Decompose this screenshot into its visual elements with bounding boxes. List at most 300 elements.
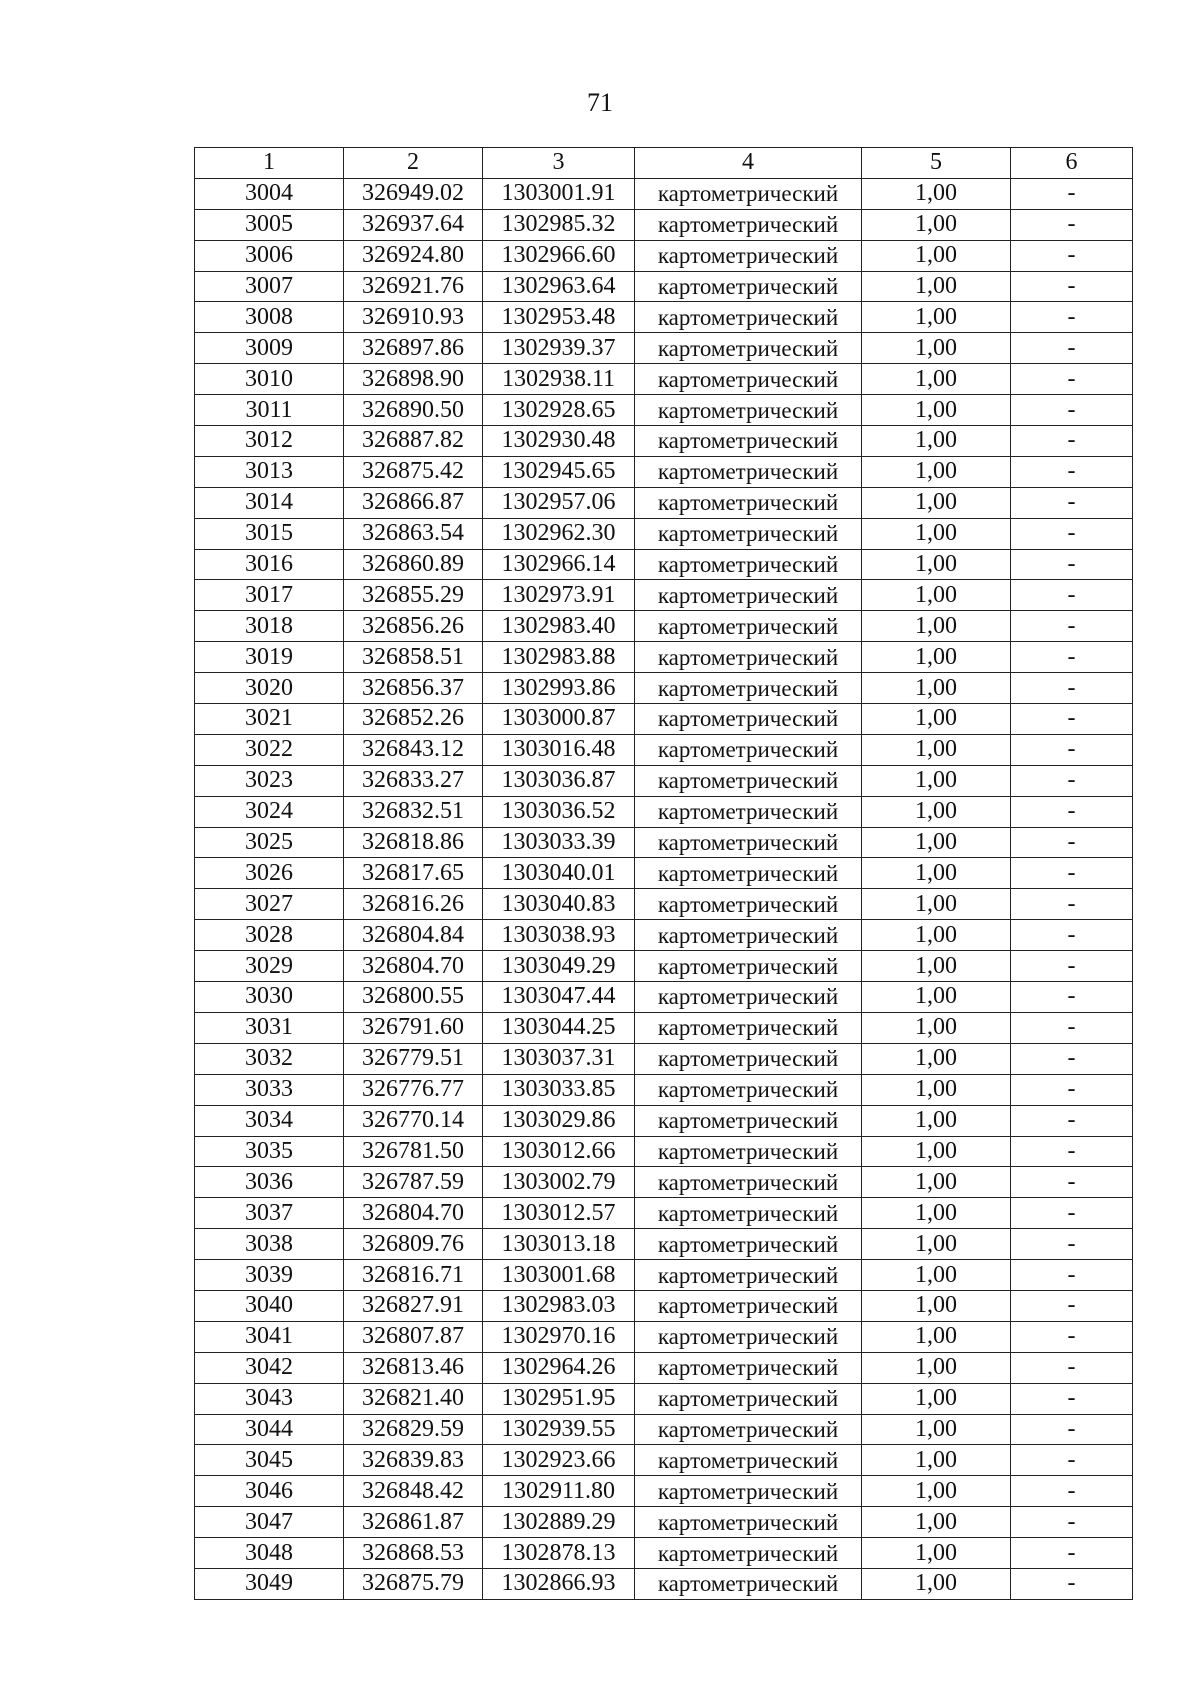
table-row bbox=[195, 333, 1133, 364]
x-coordinate-cell: 326821.40 bbox=[344, 1383, 483, 1414]
method-cell: картометрический bbox=[635, 1321, 862, 1352]
point-number-cell: 3035 bbox=[195, 1136, 344, 1167]
column-header-description: 6 bbox=[1011, 148, 1133, 179]
x-coordinate-cell: 326829.59 bbox=[344, 1414, 483, 1445]
description-cell: - bbox=[1011, 549, 1133, 580]
method-cell: картометрический bbox=[635, 1074, 862, 1105]
method-cell: картометрический bbox=[635, 1290, 862, 1321]
accuracy-cell: 1,00 bbox=[862, 827, 1011, 858]
table-row bbox=[195, 456, 1133, 487]
method-cell: картометрический bbox=[635, 827, 862, 858]
method-cell: картометрический bbox=[635, 209, 862, 240]
method-cell: картометрический bbox=[635, 395, 862, 426]
point-number-cell: 3041 bbox=[195, 1321, 344, 1352]
method-cell: картометрический bbox=[635, 673, 862, 704]
y-coordinate-cell: 1302983.40 bbox=[483, 611, 635, 642]
method-cell: картометрический bbox=[635, 951, 862, 982]
point-number-cell: 3011 bbox=[195, 395, 344, 426]
table-row bbox=[195, 549, 1133, 580]
accuracy-cell: 1,00 bbox=[862, 456, 1011, 487]
accuracy-cell: 1,00 bbox=[862, 549, 1011, 580]
method-cell: картометрический bbox=[635, 796, 862, 827]
accuracy-cell: 1,00 bbox=[862, 889, 1011, 920]
method-cell: картометрический bbox=[635, 734, 862, 765]
x-coordinate-cell: 326800.55 bbox=[344, 982, 483, 1013]
point-number-cell: 3009 bbox=[195, 333, 344, 364]
description-cell: - bbox=[1011, 889, 1133, 920]
x-coordinate-cell: 326813.46 bbox=[344, 1352, 483, 1383]
table-row bbox=[195, 1290, 1133, 1321]
method-cell: картометрический bbox=[635, 271, 862, 302]
point-number-cell: 3005 bbox=[195, 209, 344, 240]
description-cell: - bbox=[1011, 240, 1133, 271]
x-coordinate-cell: 326807.87 bbox=[344, 1321, 483, 1352]
table-row bbox=[195, 178, 1133, 209]
y-coordinate-cell: 1302973.91 bbox=[483, 580, 635, 611]
coordinates-table bbox=[194, 147, 1133, 1600]
y-coordinate-cell: 1303044.25 bbox=[483, 1012, 635, 1043]
x-coordinate-cell: 326832.51 bbox=[344, 796, 483, 827]
description-cell: - bbox=[1011, 1414, 1133, 1445]
y-coordinate-cell: 1303029.86 bbox=[483, 1105, 635, 1136]
x-coordinate-cell: 326856.37 bbox=[344, 673, 483, 704]
method-cell: картометрический bbox=[635, 1260, 862, 1291]
y-coordinate-cell: 1303036.52 bbox=[483, 796, 635, 827]
point-number-cell: 3029 bbox=[195, 951, 344, 982]
description-cell: - bbox=[1011, 1445, 1133, 1476]
x-coordinate-cell: 326818.86 bbox=[344, 827, 483, 858]
y-coordinate-cell: 1302930.48 bbox=[483, 426, 635, 457]
x-coordinate-cell: 326816.71 bbox=[344, 1260, 483, 1291]
y-coordinate-cell: 1302928.65 bbox=[483, 395, 635, 426]
point-number-cell: 3030 bbox=[195, 982, 344, 1013]
accuracy-cell: 1,00 bbox=[862, 1198, 1011, 1229]
x-coordinate-cell: 326924.80 bbox=[344, 240, 483, 271]
point-number-cell: 3023 bbox=[195, 765, 344, 796]
accuracy-cell: 1,00 bbox=[862, 209, 1011, 240]
point-number-cell: 3038 bbox=[195, 1229, 344, 1260]
description-cell: - bbox=[1011, 1136, 1133, 1167]
y-coordinate-cell: 1302911.80 bbox=[483, 1476, 635, 1507]
accuracy-cell: 1,00 bbox=[862, 920, 1011, 951]
accuracy-cell: 1,00 bbox=[862, 1260, 1011, 1291]
x-coordinate-cell: 326787.59 bbox=[344, 1167, 483, 1198]
accuracy-cell: 1,00 bbox=[862, 1043, 1011, 1074]
table-row bbox=[195, 1383, 1133, 1414]
table-row bbox=[195, 364, 1133, 395]
point-number-cell: 3042 bbox=[195, 1352, 344, 1383]
accuracy-cell: 1,00 bbox=[862, 1105, 1011, 1136]
x-coordinate-cell: 326770.14 bbox=[344, 1105, 483, 1136]
accuracy-cell: 1,00 bbox=[862, 1383, 1011, 1414]
accuracy-cell: 1,00 bbox=[862, 611, 1011, 642]
table-header-row bbox=[195, 148, 1133, 179]
point-number-cell: 3045 bbox=[195, 1445, 344, 1476]
table-row bbox=[195, 1043, 1133, 1074]
accuracy-cell: 1,00 bbox=[862, 487, 1011, 518]
table-row bbox=[195, 1229, 1133, 1260]
method-cell: картометрический bbox=[635, 426, 862, 457]
x-coordinate-cell: 326827.91 bbox=[344, 1290, 483, 1321]
description-cell: - bbox=[1011, 951, 1133, 982]
y-coordinate-cell: 1302966.60 bbox=[483, 240, 635, 271]
table-row bbox=[195, 827, 1133, 858]
y-coordinate-cell: 1303012.57 bbox=[483, 1198, 635, 1229]
description-cell: - bbox=[1011, 426, 1133, 457]
column-header-y-coordinate: 3 bbox=[483, 148, 635, 179]
description-cell: - bbox=[1011, 673, 1133, 704]
accuracy-cell: 1,00 bbox=[862, 704, 1011, 735]
y-coordinate-cell: 1303001.91 bbox=[483, 178, 635, 209]
method-cell: картометрический bbox=[635, 240, 862, 271]
description-cell: - bbox=[1011, 704, 1133, 735]
description-cell: - bbox=[1011, 487, 1133, 518]
accuracy-cell: 1,00 bbox=[862, 1167, 1011, 1198]
y-coordinate-cell: 1303040.83 bbox=[483, 889, 635, 920]
accuracy-cell: 1,00 bbox=[862, 796, 1011, 827]
x-coordinate-cell: 326921.76 bbox=[344, 271, 483, 302]
accuracy-cell: 1,00 bbox=[862, 426, 1011, 457]
accuracy-cell: 1,00 bbox=[862, 1476, 1011, 1507]
method-cell: картометрический bbox=[635, 333, 862, 364]
table-row bbox=[195, 951, 1133, 982]
y-coordinate-cell: 1302964.26 bbox=[483, 1352, 635, 1383]
description-cell: - bbox=[1011, 858, 1133, 889]
point-number-cell: 3012 bbox=[195, 426, 344, 457]
table-row bbox=[195, 209, 1133, 240]
description-cell: - bbox=[1011, 1383, 1133, 1414]
description-cell: - bbox=[1011, 1538, 1133, 1569]
point-number-cell: 3027 bbox=[195, 889, 344, 920]
table-row bbox=[195, 1136, 1133, 1167]
accuracy-cell: 1,00 bbox=[862, 1136, 1011, 1167]
table-row bbox=[195, 858, 1133, 889]
description-cell: - bbox=[1011, 1321, 1133, 1352]
table-row bbox=[195, 642, 1133, 673]
description-cell: - bbox=[1011, 1167, 1133, 1198]
point-number-cell: 3034 bbox=[195, 1105, 344, 1136]
point-number-cell: 3007 bbox=[195, 271, 344, 302]
x-coordinate-cell: 326779.51 bbox=[344, 1043, 483, 1074]
method-cell: картометрический bbox=[635, 456, 862, 487]
method-cell: картометрический bbox=[635, 580, 862, 611]
method-cell: картометрический bbox=[635, 611, 862, 642]
point-number-cell: 3014 bbox=[195, 487, 344, 518]
method-cell: картометрический bbox=[635, 982, 862, 1013]
point-number-cell: 3046 bbox=[195, 1476, 344, 1507]
point-number-cell: 3039 bbox=[195, 1260, 344, 1291]
accuracy-cell: 1,00 bbox=[862, 1012, 1011, 1043]
column-header-accuracy: 5 bbox=[862, 148, 1011, 179]
point-number-cell: 3028 bbox=[195, 920, 344, 951]
y-coordinate-cell: 1302953.48 bbox=[483, 302, 635, 333]
description-cell: - bbox=[1011, 333, 1133, 364]
table-row bbox=[195, 271, 1133, 302]
accuracy-cell: 1,00 bbox=[862, 271, 1011, 302]
point-number-cell: 3036 bbox=[195, 1167, 344, 1198]
y-coordinate-cell: 1303037.31 bbox=[483, 1043, 635, 1074]
method-cell: картометрический bbox=[635, 920, 862, 951]
point-number-cell: 3006 bbox=[195, 240, 344, 271]
y-coordinate-cell: 1302866.93 bbox=[483, 1568, 635, 1599]
table-row bbox=[195, 1260, 1133, 1291]
accuracy-cell: 1,00 bbox=[862, 1229, 1011, 1260]
method-cell: картометрический bbox=[635, 642, 862, 673]
table-row bbox=[195, 395, 1133, 426]
table-row bbox=[195, 518, 1133, 549]
method-cell: картометрический bbox=[635, 1198, 862, 1229]
column-header-x-coordinate: 2 bbox=[344, 148, 483, 179]
y-coordinate-cell: 1302993.86 bbox=[483, 673, 635, 704]
point-number-cell: 3019 bbox=[195, 642, 344, 673]
x-coordinate-cell: 326817.65 bbox=[344, 858, 483, 889]
y-coordinate-cell: 1303049.29 bbox=[483, 951, 635, 982]
method-cell: картометрический bbox=[635, 1105, 862, 1136]
accuracy-cell: 1,00 bbox=[862, 1414, 1011, 1445]
y-coordinate-cell: 1303012.66 bbox=[483, 1136, 635, 1167]
y-coordinate-cell: 1302957.06 bbox=[483, 487, 635, 518]
point-number-cell: 3013 bbox=[195, 456, 344, 487]
point-number-cell: 3033 bbox=[195, 1074, 344, 1105]
accuracy-cell: 1,00 bbox=[862, 1568, 1011, 1599]
x-coordinate-cell: 326890.50 bbox=[344, 395, 483, 426]
method-cell: картометрический bbox=[635, 1167, 862, 1198]
table-row bbox=[195, 920, 1133, 951]
method-cell: картометрический bbox=[635, 1476, 862, 1507]
point-number-cell: 3017 bbox=[195, 580, 344, 611]
method-cell: картометрический bbox=[635, 1229, 862, 1260]
accuracy-cell: 1,00 bbox=[862, 240, 1011, 271]
x-coordinate-cell: 326937.64 bbox=[344, 209, 483, 240]
description-cell: - bbox=[1011, 1105, 1133, 1136]
accuracy-cell: 1,00 bbox=[862, 1321, 1011, 1352]
description-cell: - bbox=[1011, 580, 1133, 611]
point-number-cell: 3025 bbox=[195, 827, 344, 858]
description-cell: - bbox=[1011, 1352, 1133, 1383]
table-row bbox=[195, 611, 1133, 642]
x-coordinate-cell: 326910.93 bbox=[344, 302, 483, 333]
description-cell: - bbox=[1011, 1290, 1133, 1321]
table-row bbox=[195, 982, 1133, 1013]
y-coordinate-cell: 1302985.32 bbox=[483, 209, 635, 240]
x-coordinate-cell: 326804.70 bbox=[344, 951, 483, 982]
y-coordinate-cell: 1303002.79 bbox=[483, 1167, 635, 1198]
method-cell: картометрический bbox=[635, 1414, 862, 1445]
x-coordinate-cell: 326897.86 bbox=[344, 333, 483, 364]
method-cell: картометрический bbox=[635, 1445, 862, 1476]
description-cell: - bbox=[1011, 456, 1133, 487]
x-coordinate-cell: 326875.79 bbox=[344, 1568, 483, 1599]
table-row bbox=[195, 302, 1133, 333]
description-cell: - bbox=[1011, 1074, 1133, 1105]
table-row bbox=[195, 240, 1133, 271]
accuracy-cell: 1,00 bbox=[862, 333, 1011, 364]
point-number-cell: 3037 bbox=[195, 1198, 344, 1229]
y-coordinate-cell: 1302951.95 bbox=[483, 1383, 635, 1414]
y-coordinate-cell: 1302945.65 bbox=[483, 456, 635, 487]
description-cell: - bbox=[1011, 827, 1133, 858]
y-coordinate-cell: 1302938.11 bbox=[483, 364, 635, 395]
accuracy-cell: 1,00 bbox=[862, 982, 1011, 1013]
method-cell: картометрический bbox=[635, 858, 862, 889]
description-cell: - bbox=[1011, 765, 1133, 796]
table-row bbox=[195, 1445, 1133, 1476]
method-cell: картометрический bbox=[635, 178, 862, 209]
accuracy-cell: 1,00 bbox=[862, 1290, 1011, 1321]
x-coordinate-cell: 326804.70 bbox=[344, 1198, 483, 1229]
accuracy-cell: 1,00 bbox=[862, 642, 1011, 673]
y-coordinate-cell: 1302983.88 bbox=[483, 642, 635, 673]
x-coordinate-cell: 326868.53 bbox=[344, 1538, 483, 1569]
method-cell: картометрический bbox=[635, 1352, 862, 1383]
y-coordinate-cell: 1303016.48 bbox=[483, 734, 635, 765]
method-cell: картометрический bbox=[635, 549, 862, 580]
y-coordinate-cell: 1303001.68 bbox=[483, 1260, 635, 1291]
method-cell: картометрический bbox=[635, 704, 862, 735]
y-coordinate-cell: 1302983.03 bbox=[483, 1290, 635, 1321]
y-coordinate-cell: 1302889.29 bbox=[483, 1507, 635, 1538]
description-cell: - bbox=[1011, 611, 1133, 642]
y-coordinate-cell: 1302970.16 bbox=[483, 1321, 635, 1352]
table-row bbox=[195, 1198, 1133, 1229]
accuracy-cell: 1,00 bbox=[862, 1074, 1011, 1105]
y-coordinate-cell: 1302939.37 bbox=[483, 333, 635, 364]
table-row bbox=[195, 487, 1133, 518]
x-coordinate-cell: 326856.26 bbox=[344, 611, 483, 642]
description-cell: - bbox=[1011, 518, 1133, 549]
table-row bbox=[195, 1105, 1133, 1136]
description-cell: - bbox=[1011, 302, 1133, 333]
x-coordinate-cell: 326816.26 bbox=[344, 889, 483, 920]
y-coordinate-cell: 1303047.44 bbox=[483, 982, 635, 1013]
table-row bbox=[195, 1414, 1133, 1445]
point-number-cell: 3047 bbox=[195, 1507, 344, 1538]
point-number-cell: 3010 bbox=[195, 364, 344, 395]
y-coordinate-cell: 1303036.87 bbox=[483, 765, 635, 796]
table-row bbox=[195, 1507, 1133, 1538]
method-cell: картометрический bbox=[635, 1043, 862, 1074]
y-coordinate-cell: 1302966.14 bbox=[483, 549, 635, 580]
x-coordinate-cell: 326863.54 bbox=[344, 518, 483, 549]
table-row bbox=[195, 1538, 1133, 1569]
table-row bbox=[195, 734, 1133, 765]
description-cell: - bbox=[1011, 1198, 1133, 1229]
description-cell: - bbox=[1011, 1507, 1133, 1538]
y-coordinate-cell: 1303040.01 bbox=[483, 858, 635, 889]
x-coordinate-cell: 326855.29 bbox=[344, 580, 483, 611]
method-cell: картометрический bbox=[635, 1012, 862, 1043]
point-number-cell: 3015 bbox=[195, 518, 344, 549]
x-coordinate-cell: 326866.87 bbox=[344, 487, 483, 518]
description-cell: - bbox=[1011, 982, 1133, 1013]
description-cell: - bbox=[1011, 1043, 1133, 1074]
description-cell: - bbox=[1011, 920, 1133, 951]
table-body bbox=[195, 178, 1133, 1599]
x-coordinate-cell: 326809.76 bbox=[344, 1229, 483, 1260]
point-number-cell: 3043 bbox=[195, 1383, 344, 1414]
point-number-cell: 3018 bbox=[195, 611, 344, 642]
point-number-cell: 3048 bbox=[195, 1538, 344, 1569]
table-row bbox=[195, 796, 1133, 827]
point-number-cell: 3021 bbox=[195, 704, 344, 735]
point-number-cell: 3049 bbox=[195, 1568, 344, 1599]
y-coordinate-cell: 1303013.18 bbox=[483, 1229, 635, 1260]
table-row bbox=[195, 1476, 1133, 1507]
table-row bbox=[195, 1321, 1133, 1352]
accuracy-cell: 1,00 bbox=[862, 858, 1011, 889]
y-coordinate-cell: 1302923.66 bbox=[483, 1445, 635, 1476]
x-coordinate-cell: 326887.82 bbox=[344, 426, 483, 457]
y-coordinate-cell: 1303038.93 bbox=[483, 920, 635, 951]
table-row bbox=[195, 580, 1133, 611]
method-cell: картометрический bbox=[635, 1568, 862, 1599]
x-coordinate-cell: 326860.89 bbox=[344, 549, 483, 580]
description-cell: - bbox=[1011, 209, 1133, 240]
y-coordinate-cell: 1303000.87 bbox=[483, 704, 635, 735]
point-number-cell: 3022 bbox=[195, 734, 344, 765]
x-coordinate-cell: 326781.50 bbox=[344, 1136, 483, 1167]
description-cell: - bbox=[1011, 1012, 1133, 1043]
y-coordinate-cell: 1302878.13 bbox=[483, 1538, 635, 1569]
description-cell: - bbox=[1011, 364, 1133, 395]
accuracy-cell: 1,00 bbox=[862, 178, 1011, 209]
accuracy-cell: 1,00 bbox=[862, 1538, 1011, 1569]
table-row bbox=[195, 1352, 1133, 1383]
table-row bbox=[195, 1074, 1133, 1105]
method-cell: картометрический bbox=[635, 518, 862, 549]
description-cell: - bbox=[1011, 1229, 1133, 1260]
point-number-cell: 3040 bbox=[195, 1290, 344, 1321]
y-coordinate-cell: 1302963.64 bbox=[483, 271, 635, 302]
x-coordinate-cell: 326861.87 bbox=[344, 1507, 483, 1538]
table-row bbox=[195, 1167, 1133, 1198]
point-number-cell: 3020 bbox=[195, 673, 344, 704]
x-coordinate-cell: 326875.42 bbox=[344, 456, 483, 487]
table-row bbox=[195, 889, 1133, 920]
accuracy-cell: 1,00 bbox=[862, 734, 1011, 765]
x-coordinate-cell: 326804.84 bbox=[344, 920, 483, 951]
description-cell: - bbox=[1011, 796, 1133, 827]
y-coordinate-cell: 1302939.55 bbox=[483, 1414, 635, 1445]
method-cell: картометрический bbox=[635, 1538, 862, 1569]
description-cell: - bbox=[1011, 1260, 1133, 1291]
page-number: 71 bbox=[587, 88, 613, 117]
description-cell: - bbox=[1011, 178, 1133, 209]
description-cell: - bbox=[1011, 271, 1133, 302]
table-row bbox=[195, 704, 1133, 735]
description-cell: - bbox=[1011, 734, 1133, 765]
accuracy-cell: 1,00 bbox=[862, 518, 1011, 549]
accuracy-cell: 1,00 bbox=[862, 673, 1011, 704]
method-cell: картометрический bbox=[635, 889, 862, 920]
table-row bbox=[195, 765, 1133, 796]
x-coordinate-cell: 326839.83 bbox=[344, 1445, 483, 1476]
accuracy-cell: 1,00 bbox=[862, 364, 1011, 395]
x-coordinate-cell: 326843.12 bbox=[344, 734, 483, 765]
table-row bbox=[195, 1012, 1133, 1043]
point-number-cell: 3004 bbox=[195, 178, 344, 209]
description-cell: - bbox=[1011, 395, 1133, 426]
point-number-cell: 3031 bbox=[195, 1012, 344, 1043]
description-cell: - bbox=[1011, 1568, 1133, 1599]
x-coordinate-cell: 326833.27 bbox=[344, 765, 483, 796]
accuracy-cell: 1,00 bbox=[862, 580, 1011, 611]
table-row bbox=[195, 1568, 1133, 1599]
method-cell: картометрический bbox=[635, 302, 862, 333]
column-header-method: 4 bbox=[635, 148, 862, 179]
method-cell: картометрический bbox=[635, 1383, 862, 1414]
accuracy-cell: 1,00 bbox=[862, 1445, 1011, 1476]
